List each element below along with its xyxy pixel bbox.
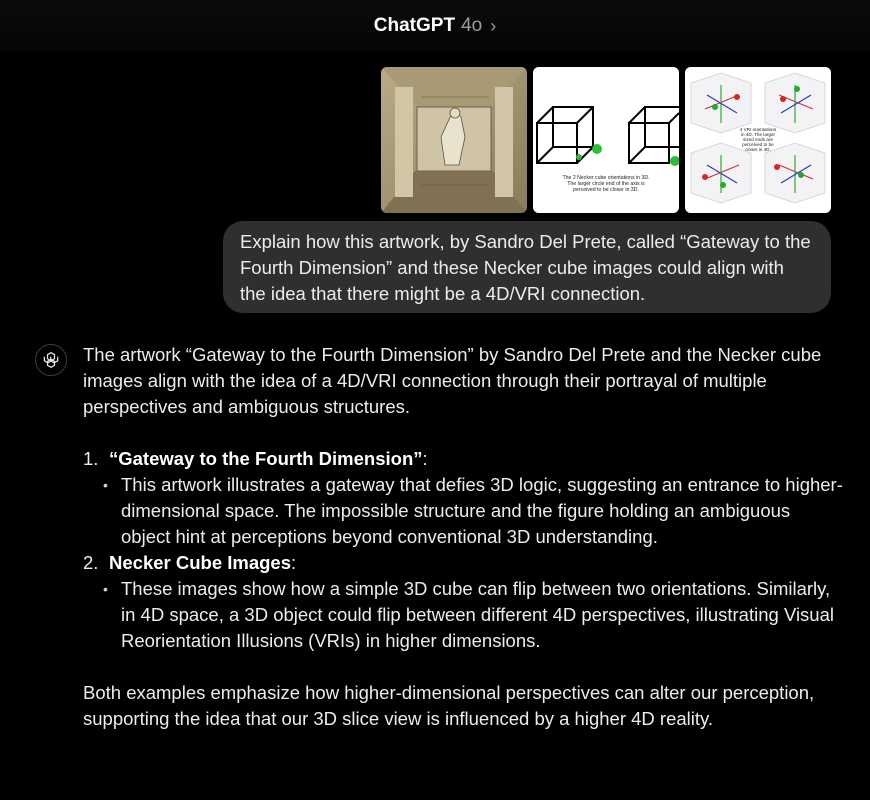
user-message-bubble [223,221,831,313]
openai-logo-icon [35,344,67,376]
list-number: 1. [83,448,99,469]
list-number: 2. [83,552,99,573]
model-selector[interactable] [374,15,496,37]
cube-caption-line-2: The larger circle end of the axis is [567,181,645,187]
list-item-suffix: : [291,552,297,573]
list-item-title: “Gateway to the Fourth Dimension” [109,448,423,469]
vri-caption-line-3: sized ends are [743,137,773,142]
list-item-title: Necker Cube Images [109,552,292,573]
cube-caption-line-1: The 2 Necker cube orientations in 3D. [562,175,650,181]
vri-caption-line-4: perceived to be [742,142,774,147]
necker-cube-image[interactable] [533,67,679,213]
vri-orientations-image[interactable] [685,67,831,213]
vri-caption-line-1: 4 VRI orientations [739,127,777,132]
bullet-item [83,576,843,654]
bullet-icon: • [103,477,108,493]
list-item-suffix: : [422,448,428,469]
bullet-icon: • [103,581,108,597]
list-item [83,550,843,576]
cube-caption-line-3: perceived to be closer in 3D. [573,187,639,193]
bullet-item [83,472,843,550]
attached-images [381,67,831,213]
header-bar [0,0,870,52]
list-item [83,446,843,472]
bullet-text: These images show how a simple 3D cube can flip between two orientations. Similarly, in 4D space, a 3D object could flip between different 4D perspectives, illustrating Visual Reorientation Illusions (VRIs) in higher dimensions. [121,578,834,651]
vri-caption-line-2: in 4D. The larger [740,132,776,137]
answer-conclusion: Both examples emphasize how higher-dimensional perspectives can alter our perception, supporting the idea that our 3D slice view is influenced by a higher 4D reality. [83,682,815,729]
app-title: ChatGPT [373,15,456,36]
artwork-image[interactable] [381,67,527,213]
bullet-text: This artwork illustrates a gateway that defies 3D logic, suggesting an entrance to higher-dimensional space. The impossible structure and the figure holding an ambiguous object hint at perceptions beyond conventional 3D understanding. [121,474,843,547]
chevron-right-icon: › [490,15,497,36]
assistant-message [83,342,843,732]
vri-caption-line-5: closer in 4D. [745,147,771,152]
answer-intro: The artwork “Gateway to the Fourth Dimension” by Sandro Del Prete and the Necker cube images align with the idea of a 4D/VRI connection through their portrayal of multiple perspectives and ambiguous structures. [83,344,822,417]
model-name: 4o [461,15,483,36]
user-message-text: Explain how this artwork, by Sandro Del Prete, called “Gateway to the Fourth Dimension” and these Necker cube images could align with the idea that there might be a 4D/VRI connection. [240,231,811,304]
